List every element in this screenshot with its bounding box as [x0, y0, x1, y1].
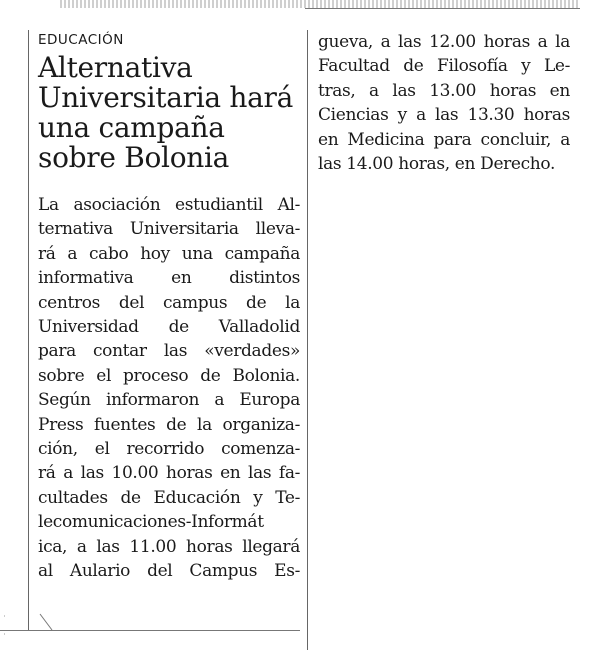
- body-line: lecomunicaciones-Informát: [38, 512, 264, 533]
- scan-mark: [2, 612, 62, 642]
- scan-edge-top: [60, 0, 580, 8]
- article-body-left: [38, 193, 300, 584]
- body-line: Facultad de Filosofía y Le-: [318, 56, 570, 77]
- middle-column-rule: [307, 30, 308, 650]
- body-line: las 14.00 horas, en Derecho.: [318, 154, 556, 175]
- body-line: rá a las 10.00 horas en las fa-: [38, 463, 300, 484]
- body-line: gueva, a las 12.00 horas a la: [318, 32, 570, 52]
- body-line: ternativa Universitaria lleva-: [38, 219, 300, 240]
- headline-line: una campaña: [38, 111, 225, 144]
- top-rule: [305, 8, 580, 9]
- headline: [38, 53, 300, 173]
- headline-line: Universitaria hará: [38, 81, 293, 114]
- headline-line: Alternativa: [38, 51, 193, 84]
- left-column-rule: [28, 30, 29, 630]
- body-line: rá a cabo hoy una campaña: [38, 243, 300, 264]
- body-line: sobre el proceso de Bolonia.: [38, 365, 300, 386]
- body-line: informativa en distintos: [38, 268, 300, 289]
- body-line: tras, a las 13.00 horas en: [318, 80, 570, 101]
- body-line: La asociación estudiantil Al-: [38, 195, 300, 215]
- body-line: Universidad de Valladolid: [38, 317, 300, 338]
- body-line: cultades de Educación y Te-: [38, 487, 300, 508]
- body-line: ica, a las 11.00 horas llegará: [38, 536, 300, 557]
- article-right-column: [318, 30, 570, 176]
- body-line: Según informaron a Europa: [38, 390, 300, 411]
- body-line: en Medicina para concluir, a: [318, 129, 570, 150]
- article-body-right: [318, 30, 570, 176]
- body-line: ción, el recorrido comenza-: [38, 439, 300, 460]
- article-left-column: [38, 32, 300, 584]
- section-label: EDUCACIÓN: [38, 32, 124, 48]
- body-line: para contar las «verdades»: [38, 341, 300, 362]
- body-line: centros del campus de la: [38, 292, 300, 313]
- body-line: Press fuentes de la organiza-: [38, 414, 300, 435]
- body-line: al Aulario del Campus Es-: [38, 561, 300, 582]
- body-line: Ciencias y a las 13.30 horas: [318, 105, 570, 126]
- headline-line: sobre Bolonia: [38, 141, 230, 174]
